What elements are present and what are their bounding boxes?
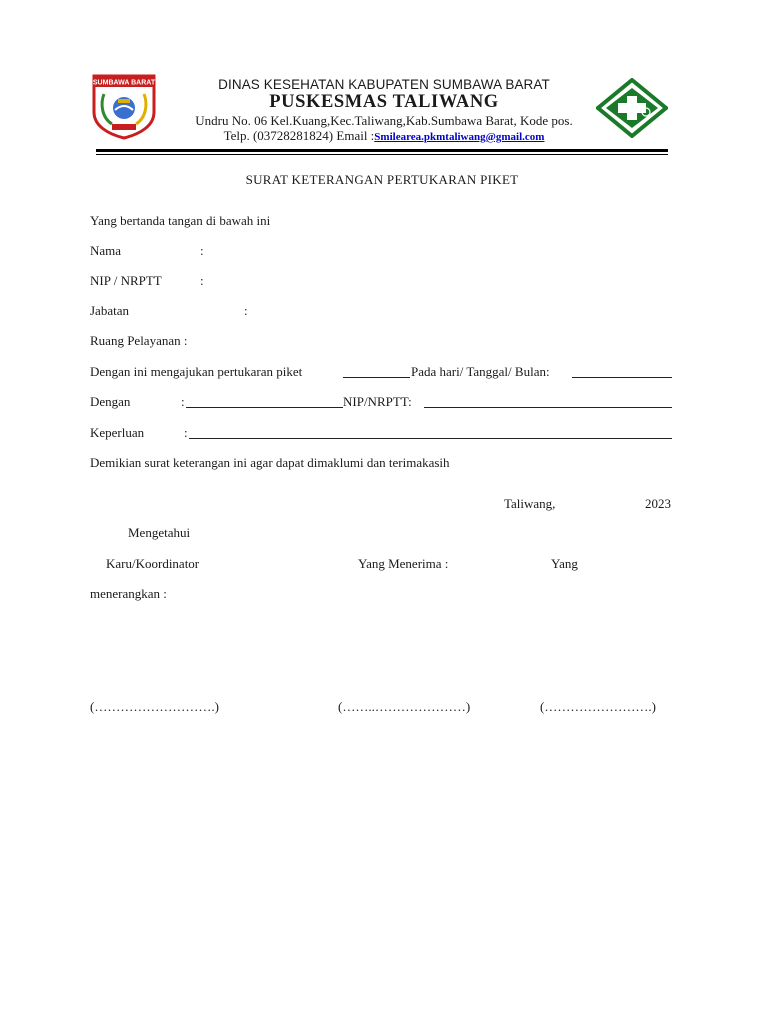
declarant-label-2: menerangkan : [90,586,167,601]
exchange-blank[interactable] [343,365,410,378]
email-link[interactable]: Smilearea.pkmtaliwang@gmail.com [374,131,545,143]
signature-receiver: (……..…………………) [338,699,471,714]
institution-name: PUSKESMAS TALIWANG [269,92,499,112]
agency-name: DINAS KESEHATAN KABUPATEN SUMBAWA BARAT [218,77,550,92]
declarant-label-1: Yang [551,556,578,571]
field-ruang-label: Ruang Pelayanan : [90,333,188,348]
intro-text: Yang bertanda tangan di bawah ini [90,213,271,228]
acknowledge-label: Mengetahui [128,525,191,540]
with-colon: : [181,394,185,409]
institution-contact [160,128,608,144]
field-nama-colon: : [200,243,204,258]
header-rule [96,149,668,152]
header-rule-thin [96,154,668,155]
year-label: 2023 [645,496,671,511]
with-nip-blank[interactable] [424,395,672,408]
regency-logo [90,72,158,140]
with-nip-label: NIP/NRPTT: [343,394,412,409]
institution-address: Undru No. 06 Kel.Kuang,Kec.Taliwang,Kab.Sumbawa Barat, Kode pos. [195,113,573,128]
regency-emblem-icon [90,72,158,140]
place-label: Taliwang, [504,496,556,511]
field-jabatan-colon: : [244,303,248,318]
puskesmas-emblem-icon [596,78,668,138]
with-name-blank[interactable] [186,395,343,408]
regency-logo-label: SUMBAWA BARAT [92,79,156,87]
field-jabatan-label: Jabatan [90,303,129,318]
purpose-colon: : [184,425,188,440]
field-nama-label: Nama [90,243,122,258]
receiver-label: Yang Menerima : [358,556,449,571]
signature-declarant: (…………………….) [540,699,656,714]
purpose-blank[interactable] [189,426,672,439]
puskesmas-logo [596,78,668,138]
exchange-date-blank[interactable] [572,365,672,378]
field-nip-label: NIP / NRPTT [90,273,162,288]
phone-label: Telp. (03728281824) Email : [223,128,375,143]
document-title: SURAT KETERANGAN PERTUKARAN PIKET [245,172,519,187]
signature-coordinator: (……………………….) [90,699,219,714]
field-nip-colon: : [200,273,204,288]
closing-text: Demikian surat keterangan ini agar dapat dimaklumi dan terimakasih [90,455,450,470]
with-label: Dengan [90,394,131,409]
exchange-date-label: Pada hari/ Tanggal/ Bulan: [411,364,550,379]
coordinator-label: Karu/Koordinator [106,556,200,571]
exchange-text: Dengan ini mengajukan pertukaran piket [90,364,303,379]
purpose-label: Keperluan [90,425,145,440]
